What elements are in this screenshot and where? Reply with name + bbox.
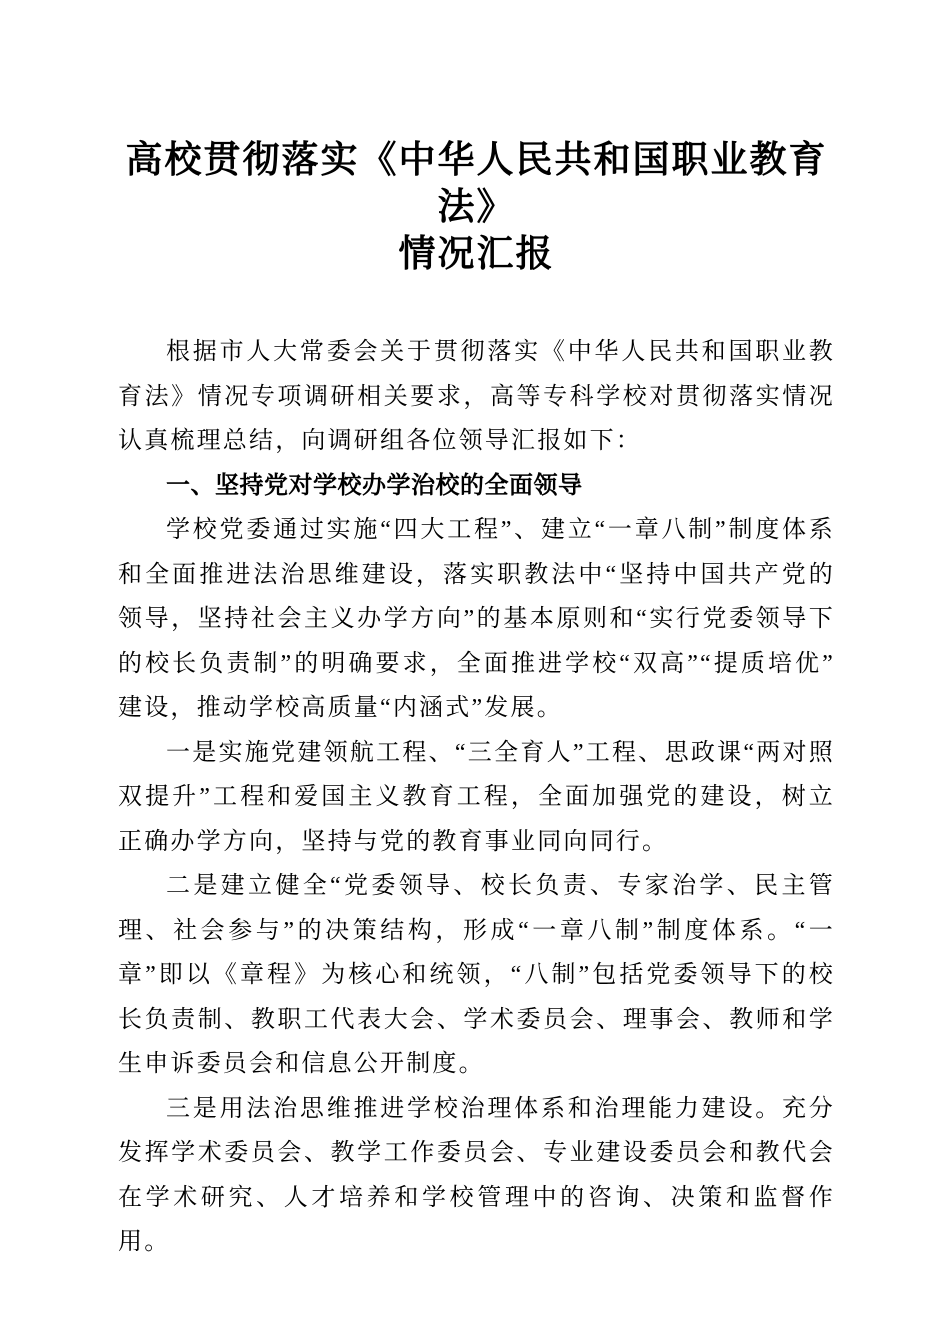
paragraph-point-three: 三是用法治思维推进学校治理体系和治理能力建设。充分发挥学术委员会、教学工作委员会、专业建设委员会和教代会在学术研究、人才培养和学校管理中的咨询、决策和监督作用。	[118, 1095, 835, 1255]
document-title-line-1: 高校贯彻落实《中华人民共和国职业教育法》	[125, 140, 828, 228]
document-title	[118, 137, 835, 278]
section-heading-1: 一、坚持党对学校办学治校的全面领导	[166, 471, 583, 499]
paragraph-point-one: 一是实施党建领航工程、“三全育人”工程、思政课“两对照双提升”工程和爱国主义教育工程，全面加强党的建设，树立正确办学方向，坚持与党的教育事业同向同行。	[118, 739, 835, 855]
paragraph-intro: 根据市人大常委会关于贯彻落实《中华人民共和国职业教育法》情况专项调研相关要求，高等专科学校对贯彻落实情况认真梳理总结，向调研组各位领导汇报如下：	[118, 339, 835, 454]
paragraph-party-leadership: 学校党委通过实施“四大工程”、建立“一章八制”制度体系和全面推进法治思维建设，落实职教法中“坚持中国共产党的领导，坚持社会主义办学方向”的基本原则和“实行党委领导下的校长负责制”的明确要求，全面推进学校“双高”“提质培优”建设，推动学校高质量“内涵式”发展。	[118, 517, 835, 721]
paragraph-point-two: 二是建立健全“党委领导、校长负责、专家治学、民主管理、社会参与”的决策结构，形成“一章八制”制度体系。“一章”即以《章程》为核心和统领，“八制”包括党委领导下的校长负责制、教职工代表大会、学术委员会、理事会、教师和学生申诉委员会和信息公开制度。	[118, 873, 835, 1077]
document-body	[118, 330, 835, 1265]
document-title-line-2: 情况汇报	[398, 234, 555, 275]
